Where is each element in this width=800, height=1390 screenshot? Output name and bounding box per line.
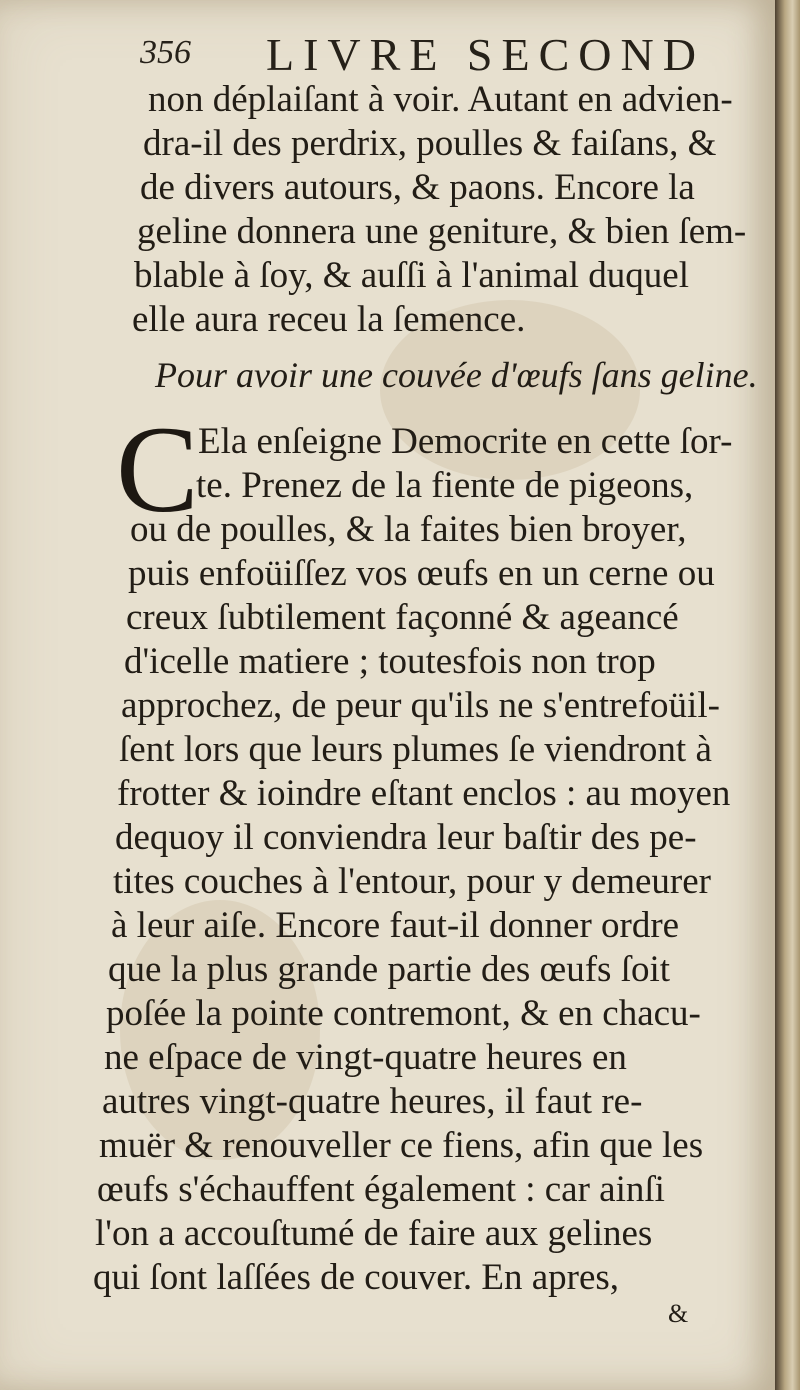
book-gutter — [775, 0, 800, 1390]
text-line: que la plus grande partie des œufs ſoit — [108, 949, 671, 990]
text-line: Ela enſeigne Democrite en cette ſor- — [198, 421, 733, 462]
page-number: 356 — [140, 34, 191, 71]
text-line: approchez, de peur qu'ils ne s'entrefoüil- — [121, 685, 720, 726]
text-line: qui ſont laſſées de couver. En apres, — [93, 1257, 620, 1298]
text-line: blable à ſoy, & auſſi à l'animal duquel — [134, 255, 689, 296]
running-title: LIVRE SECOND — [266, 29, 705, 80]
text-line: ou de poulles, & la faites bien broyer, — [130, 509, 687, 550]
text-line: tites couches à l'entour, pour y demeurer — [113, 861, 711, 902]
text-line: geline donnera une geniture, & bien ſem- — [137, 211, 747, 252]
text-line: puis enfoüiſſez vos œufs en un cerne ou — [128, 553, 715, 594]
section-subheading: Pour avoir une couvée d'œufs ſans geline. — [155, 355, 758, 395]
catchword: & — [668, 1299, 689, 1328]
text-line: non déplaiſant à voir. Autant en advien- — [148, 79, 733, 120]
text-line: dra-il des perdrix, poulles & faiſans, & — [143, 123, 717, 164]
text-line: l'on a accouſtumé de faire aux gelines — [95, 1213, 653, 1254]
text-line: frotter & ioindre eſtant enclos : au moyen — [117, 773, 731, 814]
text-line: autres vingt-quatre heures, il faut re- — [102, 1081, 643, 1122]
drop-cap: C — [116, 401, 199, 538]
text-line: à leur aiſe. Encore faut-il donner ordre — [111, 905, 680, 946]
text-line: dequoy il conviendra leur baſtir des pe- — [115, 817, 697, 858]
text-line: creux ſubtilement façonné & ageancé — [126, 597, 679, 638]
text-line: ne eſpace de vingt-quatre heures en — [104, 1037, 627, 1078]
text-line: elle aura receu la ſemence. — [132, 299, 526, 340]
text-line: poſée la pointe contremont, & en chacu- — [106, 993, 701, 1034]
text-line: muër & renouveller ce fiens, afin que les — [99, 1125, 704, 1166]
text-line: de divers autours, & paons. Encore la — [140, 167, 695, 208]
text-line: œufs s'échauffent également : car ainſi — [97, 1169, 665, 1210]
text-line: d'icelle matiere ; toutesfois non trop — [124, 641, 656, 682]
text-line: te. Prenez de la fiente de pigeons, — [196, 465, 694, 506]
text-line: ſent lors que leurs plumes ſe viendront à — [119, 729, 712, 770]
